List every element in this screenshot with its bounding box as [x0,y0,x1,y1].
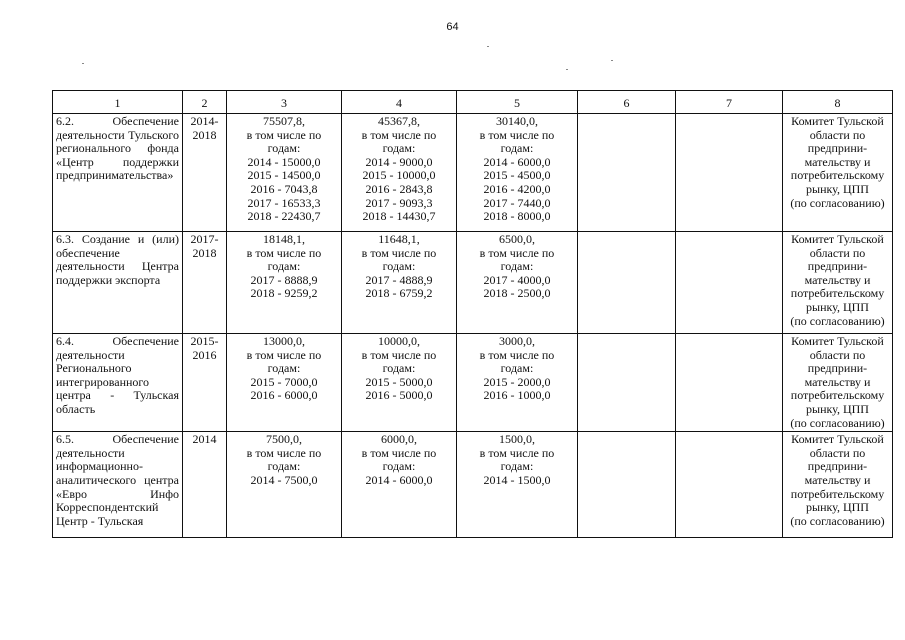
total-amount-cell-line: годам: [267,141,301,156]
executor-cell-line: рынку, ЦПП [806,181,869,196]
page-number: 64 [446,21,459,33]
federal-amount-cell-line: 10000,0, [378,334,420,348]
executor-cell-line: Комитет Тульской [791,334,884,348]
table-row [53,334,893,432]
total-amount-cell-line: годам: [267,259,301,274]
total-amount-cell-line: 2015 - 7000,0 [250,374,318,389]
activity-cell: 6.5. Обеспечение деятельности информационно-аналитического центра «Евро Инфо Корреспондентский Центр - Тульская [53,432,183,538]
executor-cell-line: области по [809,445,866,460]
total-amount-cell-line: 2016 - 7043,8 [250,181,318,196]
total-amount-cell-line: в том числе по [246,347,322,362]
executor-cell-line: Комитет Тульской [791,232,884,246]
executor-cell-line: Комитет Тульской [791,432,884,447]
years-cell-line: 2015- [190,334,219,348]
federal-amount-cell-line: 2017 - 9093,3 [365,195,433,210]
federal-amount-cell-line: 2018 - 14430,7 [362,209,436,224]
total-amount-cell [227,334,342,432]
federal-amount-cell-line: в том числе по [361,347,437,362]
regional-amount-cell-line: годам: [500,259,534,274]
executor-cell [783,232,893,334]
regional-amount-cell-line: 3000,0, [499,334,535,348]
federal-amount-cell-line: в том числе по [361,245,437,260]
regional-amount-cell-line: 2015 - 4500,0 [483,168,551,183]
years-cell-line: 2014 [192,432,217,447]
empty-cell-6 [578,432,676,538]
total-amount-cell-line: 2014 - 7500,0 [250,472,318,487]
activity-cell: 6.2. Обеспечение деятельности Тульского регионального фонда «Центр поддержки предпринимательства» [53,114,183,232]
federal-amount-cell [342,232,457,334]
executor-cell-line: Комитет Тульской [791,114,884,128]
total-amount-cell-line: 2017 - 8888,9 [250,272,318,287]
federal-amount-cell-line: 2016 - 5000,0 [365,388,433,403]
header-cell: 1 [53,91,183,114]
regional-amount-cell-line: 6500,0, [499,232,535,246]
header-cell: 5 [457,91,578,114]
executor-cell-line: предприни- [807,361,868,376]
header-cell: 7 [676,91,783,114]
federal-amount-cell-line: 2014 - 9000,0 [365,154,433,169]
total-amount-cell-line: 2018 - 22430,7 [247,209,321,224]
regional-amount-cell-line: 2014 - 1500,0 [483,472,551,487]
executor-cell-line: мательству и [804,374,871,389]
activity-cell: 6.4. Обеспечение деятельности Регионального интегрированного центра - Тульская область [53,334,183,432]
empty-cell-6 [578,232,676,334]
executor-cell-line: области по [809,245,866,260]
regional-amount-cell [457,232,578,334]
executor-cell-line: мательству и [804,472,871,487]
executor-cell [783,334,893,432]
regional-amount-cell-line: 2016 - 4200,0 [483,181,551,196]
federal-amount-cell-line: в том числе по [361,445,437,460]
regional-amount-cell-line: годам: [500,459,534,474]
regional-amount-cell-line: 2014 - 6000,0 [483,154,551,169]
executor-cell-line: (по согласованию) [790,195,885,210]
regional-amount-cell [457,432,578,538]
federal-amount-cell-line: 2015 - 10000,0 [362,168,436,183]
total-amount-cell-line: 7500,0, [266,432,302,447]
executor-cell-line: (по согласованию) [790,415,885,430]
scan-speck [566,69,568,70]
scan-speck [82,63,84,64]
total-amount-cell-line: 75507,8, [263,114,305,128]
federal-amount-cell-line: годам: [382,361,416,376]
regional-amount-cell [457,334,578,432]
regional-amount-cell-line: годам: [500,361,534,376]
header-cell: 2 [183,91,227,114]
total-amount-cell-line: 2014 - 15000,0 [247,154,321,169]
executor-cell-line: рынку, ЦПП [806,299,869,314]
years-cell [183,232,227,334]
federal-amount-cell-line: 11648,1, [378,232,420,246]
empty-cell-6 [578,334,676,432]
years-cell-line: 2018 [192,127,217,142]
executor-cell-line: (по согласованию) [790,513,885,528]
federal-amount-cell [342,114,457,232]
executor-cell-line: потребительскому [790,168,885,183]
years-cell [183,334,227,432]
regional-amount-cell-line: в том числе по [479,445,555,460]
federal-amount-cell-line: 6000,0, [381,432,417,447]
header-cell: 3 [227,91,342,114]
executor-cell [783,114,893,232]
header-cell: 6 [578,91,676,114]
total-amount-cell-line: в том числе по [246,245,322,260]
total-amount-cell-line: в том числе по [246,445,322,460]
regional-amount-cell-line: 2017 - 4000,0 [483,272,551,287]
federal-amount-cell-line: 2014 - 6000,0 [365,472,433,487]
total-amount-cell-line: годам: [267,459,301,474]
executor-cell-line: области по [809,347,866,362]
total-amount-cell-line: 2016 - 6000,0 [250,388,318,403]
scan-speck [611,60,613,61]
federal-amount-cell-line: 2017 - 4888,9 [365,272,433,287]
regional-amount-cell-line: 30140,0, [496,114,538,128]
executor-cell-line: мательству и [804,154,871,169]
executor-cell-line: предприни- [807,459,868,474]
executor-cell-line: потребительскому [790,486,885,501]
regional-amount-cell-line: 2018 - 8000,0 [483,209,551,224]
regional-amount-cell [457,114,578,232]
table-row [53,432,893,538]
executor-cell-line: предприни- [807,259,868,274]
total-amount-cell-line: 2017 - 16533,3 [247,195,321,210]
regional-amount-cell-line: в том числе по [479,127,555,142]
executor-cell-line: потребительскому [790,286,885,301]
total-amount-cell-line: 13000,0, [263,334,305,348]
years-cell-line: 2018 [192,245,217,260]
table-row [53,114,893,232]
federal-amount-cell-line: 2016 - 2843,8 [365,181,433,196]
total-amount-cell-line: в том числе по [246,127,322,142]
empty-cell-7 [676,432,783,538]
regional-amount-cell-line: в том числе по [479,245,555,260]
empty-cell-6 [578,114,676,232]
total-amount-cell [227,432,342,538]
measures-table [52,90,893,538]
activity-cell: 6.3. Создание и (или) обеспечение деятельности Центра поддержки экспорта [53,232,183,334]
years-cell [183,432,227,538]
federal-amount-cell-line: годам: [382,459,416,474]
executor-cell-line: рынку, ЦПП [806,500,869,515]
years-cell-line: 2017- [190,232,219,246]
total-amount-cell [227,232,342,334]
executor-cell-line: потребительскому [790,388,885,403]
years-cell-line: 2014- [190,114,219,128]
executor-cell-line: рынку, ЦПП [806,401,869,416]
empty-cell-7 [676,114,783,232]
regional-amount-cell-line: 2015 - 2000,0 [483,374,551,389]
executor-cell-line: предприни- [807,141,868,156]
header-cell: 8 [783,91,893,114]
total-amount-cell-line: 2018 - 9259,2 [250,286,318,301]
years-cell-line: 2016 [192,347,217,362]
executor-cell-line: мательству и [804,272,871,287]
regional-amount-cell-line: 1500,0, [499,432,535,447]
empty-cell-7 [676,232,783,334]
header-cell: 4 [342,91,457,114]
empty-cell-7 [676,334,783,432]
regional-amount-cell-line: в том числе по [479,347,555,362]
total-amount-cell-line: 18148,1, [263,232,305,246]
federal-amount-cell [342,334,457,432]
header-row [53,91,893,114]
regional-amount-cell-line: 2017 - 7440,0 [483,195,551,210]
federal-amount-cell [342,432,457,538]
regional-amount-cell-line: 2018 - 2500,0 [483,286,551,301]
executor-cell-line: области по [809,127,866,142]
years-cell [183,114,227,232]
executor-cell [783,432,893,538]
federal-amount-cell-line: годам: [382,259,416,274]
federal-amount-cell-line: годам: [382,141,416,156]
federal-amount-cell-line: в том числе по [361,127,437,142]
federal-amount-cell-line: 2015 - 5000,0 [365,374,433,389]
executor-cell-line: (по согласованию) [790,313,885,328]
regional-amount-cell-line: годам: [500,141,534,156]
table-row [53,232,893,334]
total-amount-cell [227,114,342,232]
federal-amount-cell-line: 2018 - 6759,2 [365,286,433,301]
scan-speck [487,46,489,47]
total-amount-cell-line: 2015 - 14500,0 [247,168,321,183]
regional-amount-cell-line: 2016 - 1000,0 [483,388,551,403]
federal-amount-cell-line: 45367,8, [378,114,420,128]
total-amount-cell-line: годам: [267,361,301,376]
